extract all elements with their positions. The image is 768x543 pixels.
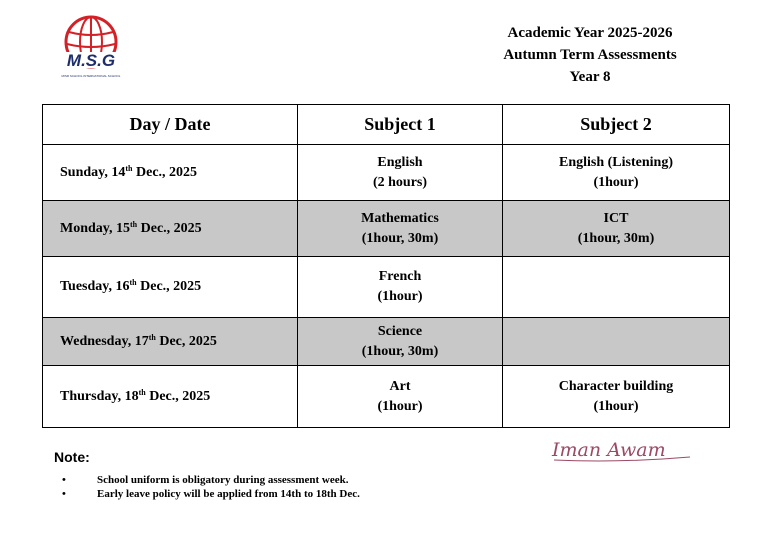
assessment-schedule-table [42,104,730,428]
day-cell: Thursday, 18th Dec., 2025 [43,366,298,428]
list-item: • School uniform is obligatory during assessment week. [62,474,349,486]
signature [550,432,695,466]
subject-1-cell: Science (1hour, 30m) [298,318,503,366]
year-group: Year 8 [569,69,611,85]
table-header-row [43,105,730,145]
subject-1-cell: English (2 hours) [298,145,503,201]
term-title: Autumn Term Assessments [503,47,677,63]
academic-year: Academic Year 2025-2026 [507,25,673,41]
table-row [43,318,730,366]
note-list [62,473,360,501]
list-item: • Early leave policy will be applied from 14th to 18th Dec. [62,488,360,500]
subject-1-cell: Mathematics (1hour, 30m) [298,201,503,257]
column-header-day: Day / Date [43,105,298,145]
subject-2-cell [503,257,730,318]
subject-2-cell: English (Listening) (1hour) [503,145,730,201]
subject-2-cell: Character building (1hour) [503,366,730,428]
table-row [43,366,730,428]
day-cell: Wednesday, 17th Dec, 2025 [43,318,298,366]
subject-2-cell [503,318,730,366]
subject-1-cell: French (1hour) [298,257,503,318]
column-header-subject-2: Subject 2 [503,105,730,145]
school-logo [48,8,134,94]
table-row [43,257,730,318]
logo-subtext: MISR SCHOOL INTERNATIONAL SCHOOL [61,74,121,78]
day-cell: Monday, 15th Dec., 2025 [43,201,298,257]
subject-2-cell: ICT (1hour, 30m) [503,201,730,257]
svg-text:Iman Awam: Iman Awam [552,439,666,461]
day-cell: Sunday, 14th Dec., 2025 [43,145,298,201]
day-cell: Tuesday, 16th Dec., 2025 [43,257,298,318]
column-header-subject-1: Subject 1 [298,105,503,145]
table-row [43,201,730,257]
table-row [43,145,730,201]
subject-1-cell: Art (1hour) [298,366,503,428]
document-header [455,22,725,88]
logo-text: M.S.G [66,51,116,70]
note-title: Note: [54,449,90,465]
